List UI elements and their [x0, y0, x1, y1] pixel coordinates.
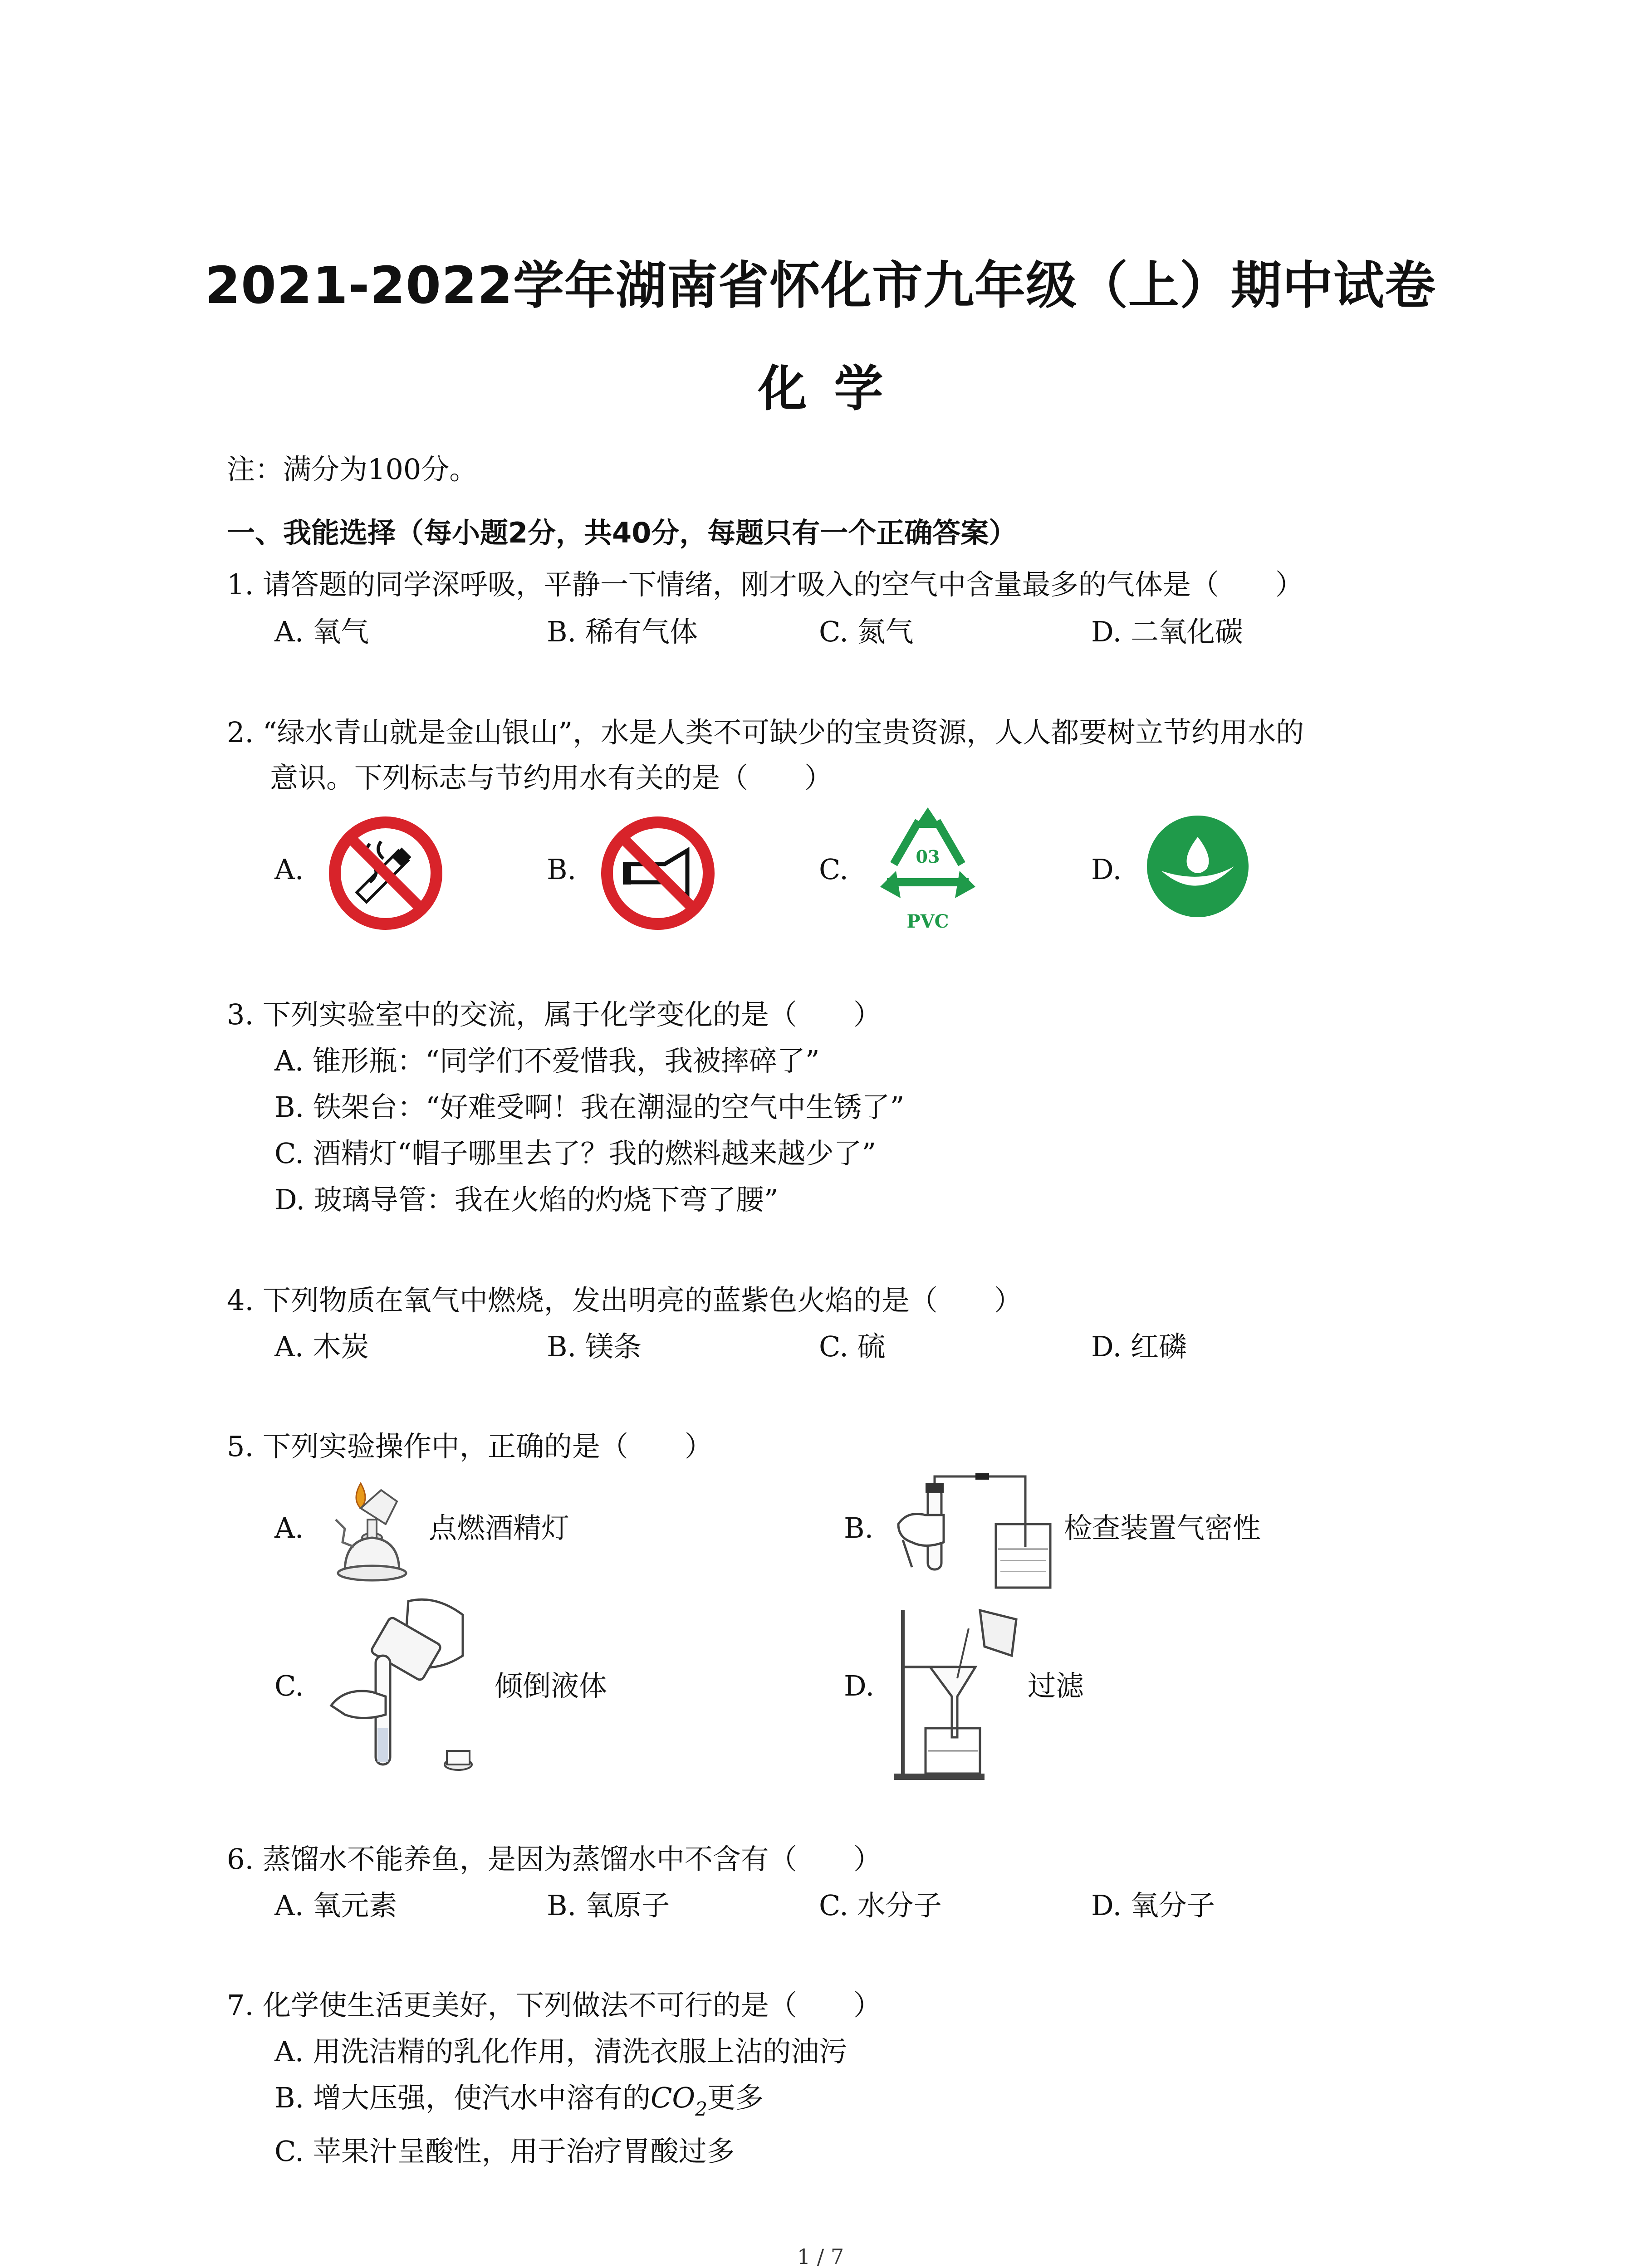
question-1-option-b: B. 稀有气体: [547, 615, 698, 648]
exam-title: 2021-2022学年湖南省怀化市九年级（上）期中试卷: [205, 256, 1436, 315]
question-6-option-d: D. 氧分子: [1091, 1889, 1215, 1922]
question-6-stem: 6. 蒸馏水不能养鱼，是因为蒸馏水中不含有（ ）: [227, 1843, 882, 1876]
question-2-option-c: C.: [819, 853, 848, 886]
question-5-caption-a: 点燃酒精灯: [429, 1511, 570, 1545]
question-5-option-d: D.: [844, 1669, 875, 1702]
recycle-label: PVC: [906, 911, 949, 932]
question-3-option-a: A. 锥形瓶：“同学们不爱惜我，我被摔碎了”: [274, 1044, 820, 1077]
airtightness-check-icon: [889, 1470, 1062, 1597]
alcohol-lamp-lighting-icon: [318, 1474, 431, 1592]
co2-formula: CO: [650, 2081, 696, 2114]
question-5-caption-b: 检查装置气密性: [1064, 1511, 1261, 1545]
filtration-icon: [889, 1601, 1025, 1783]
question-1-stem: 1. 请答题的同学深呼吸，平静一下情绪，刚才吸入的空气中含量最多的气体是（ ）: [227, 568, 1303, 601]
question-5-option-b: B.: [844, 1511, 874, 1545]
section-heading: 一、我能选择（每小题2分，共40分，每题只有一个正确答案）: [227, 516, 1017, 549]
question-2-option-a: A.: [274, 853, 304, 886]
question-5-option-a: A.: [274, 1511, 304, 1545]
question-5-option-c: C.: [274, 1669, 304, 1702]
question-7-option-b-text: B. 增大压强，使汽水中溶有的: [274, 2081, 651, 2114]
question-7-option-a: A. 用洗洁精的乳化作用，清洗衣服上沾的油污: [274, 2035, 847, 2068]
question-3-option-d: D. 玻璃导管：我在火焰的灼烧下弯了腰”: [274, 1183, 779, 1216]
question-7-option-b-tail: 更多: [707, 2081, 764, 2114]
recycle-pvc-icon: [862, 803, 994, 939]
question-4-option-d: D. 红磷: [1091, 1330, 1187, 1363]
question-6-option-a: A. 氧元素: [274, 1889, 397, 1922]
question-1-option-d: D. 二氧化碳: [1091, 615, 1243, 648]
question-5-caption-c: 倾倒液体: [495, 1669, 607, 1702]
score-note: 注：满分为100分。: [227, 453, 478, 486]
no-horn-icon: [597, 812, 719, 934]
page-number: 1 / 7: [797, 2244, 844, 2268]
co2-subscript: 2: [695, 2098, 707, 2120]
question-4-option-c: C. 硫: [819, 1330, 886, 1363]
question-7-option-b: [274, 2081, 764, 2120]
question-3-option-b: B. 铁架台：“好难受啊！我在潮湿的空气中生锈了”: [274, 1090, 905, 1124]
water-saving-icon: [1143, 812, 1252, 921]
question-2-stem-line2: 意识。下列标志与节约用水有关的是（ ）: [270, 761, 833, 794]
question-6-option-b: B. 氧原子: [547, 1889, 670, 1922]
question-1-option-a: A. 氧气: [274, 615, 369, 648]
question-4-stem: 4. 下列物质在氧气中燃烧，发出明亮的蓝紫色火焰的是（ ）: [227, 1284, 1022, 1317]
question-6-option-c: C. 水分子: [819, 1889, 942, 1922]
pouring-liquid-icon: [322, 1592, 495, 1783]
subject-title: 化学: [758, 361, 911, 417]
question-7-stem: 7. 化学使生活更美好，下列做法不可行的是（ ）: [227, 1989, 882, 2022]
question-4-option-a: A. 木炭: [274, 1330, 369, 1363]
question-3-option-c: C. 酒精灯“帽子哪里去了？我的燃料越来越少了”: [274, 1137, 877, 1170]
question-1-option-c: C. 氮气: [819, 615, 914, 648]
question-4-option-b: B. 镁条: [547, 1330, 642, 1363]
no-smoking-icon: [324, 812, 447, 934]
recycle-code: 03: [916, 846, 940, 867]
question-2-stem-line1: 2. “绿水青山就是金山银山”，水是人类不可缺少的宝贵资源，人人都要树立节约用水的: [227, 716, 1304, 749]
question-2-option-b: B.: [547, 853, 577, 886]
question-3-stem: 3. 下列实验室中的交流，属于化学变化的是（ ）: [227, 998, 882, 1031]
question-2-option-d: D.: [1091, 853, 1122, 886]
question-5-stem: 5. 下列实验操作中，正确的是（ ）: [227, 1430, 713, 1463]
question-7-option-c: C. 苹果汁呈酸性，用于治疗胃酸过多: [274, 2135, 735, 2168]
question-5-caption-d: 过滤: [1028, 1669, 1084, 1702]
